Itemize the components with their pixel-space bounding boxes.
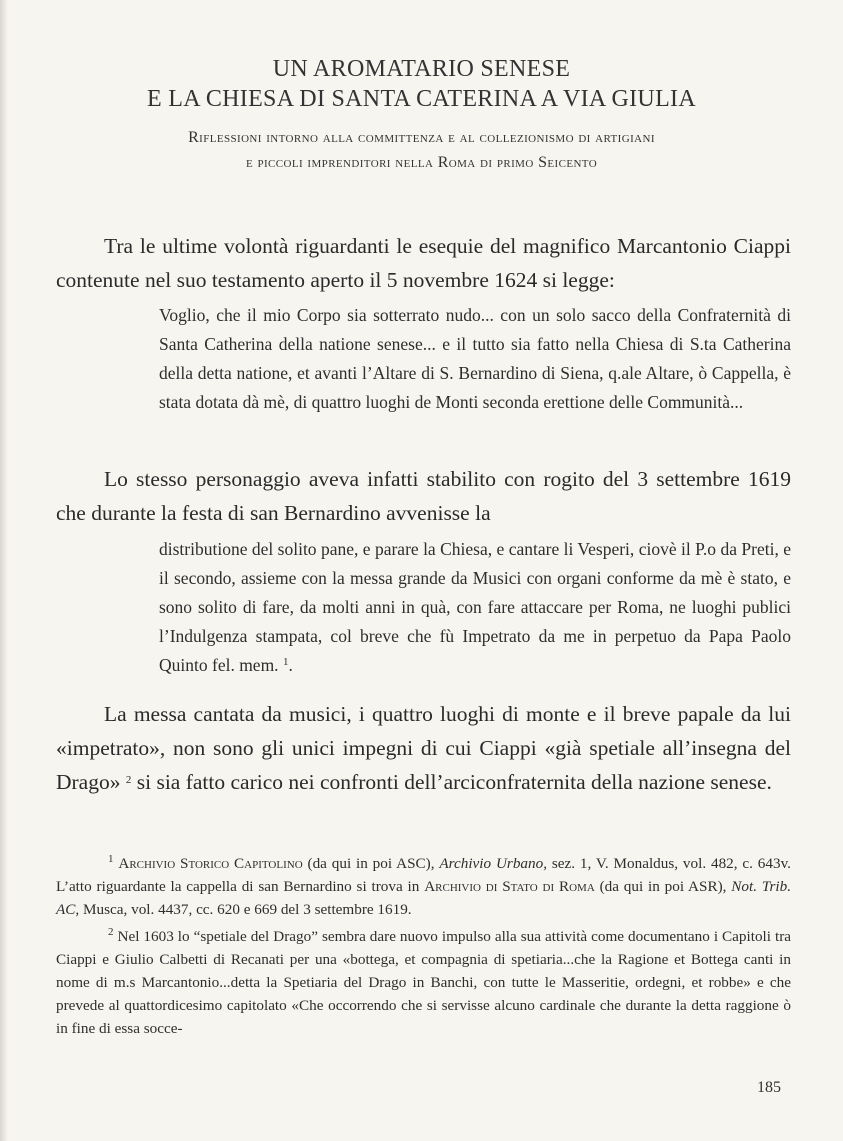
body-paragraph-2: Lo stesso personaggio aveva infatti stabilito con rogito del 3 settembre 1619 che durante la festa di san Bernardino avvenisse la [56,467,791,525]
footnote-2-text: Nel 1603 lo “spetiale del Drago” sembra dare nuovo impulso alla sua attività come documentano i Capitoli tra Ciappi e Giulio Calbetti di Recanati per una «bottega, et compagnia di spetiaria...che la Ragione et Bottega canti in nome di m.s Marcantonio...detta la Spetiaria del Drago in Banchi, con tutte le Masseritie, ordegni, et robbe» e che prevede al quattordicesimo capitolato «Che occorrendo che si servisse alcuno cardinale che durante la detta raggione ò in fine di essa socce- [56,928,791,1037]
footnote-1-text-4: , Musca, vol. 4437, cc. 620 e 669 del 3 settembre 1619. [75,901,412,918]
footnote-1-text-1: (da qui in poi ASC), [302,855,440,872]
body-paragraph-1: Tra le ultime volontà riguardanti le esequie del magnifico Marcantonio Ciappi contenute nel suo testamento aperto il 5 novembre 1624 si legge: [56,234,791,292]
footnote-ref-1[interactable]: 1 [282,656,289,668]
body-paragraph-3 [56,697,791,799]
article-subtitle-line-2: e piccoli imprenditori nella Roma di primo Seicento [245,154,598,171]
footnote-1-italic-1: Archivio Urbano [439,855,544,872]
footnote-2-number: 2 [108,926,114,938]
footnote-1-italic-2: Not. Trib. AC [56,878,791,918]
body-paragraph-3-text-b: si sia fatto carico nei confronti dell’arciconfraternita della nazione senese. [136,770,772,794]
footnote-1-text-3: (da qui in poi ASR), [594,878,732,895]
footnote-1-text-2: , sez. 1, V. Monaldus, vol. 482, c. 643v. L’atto riguardante la cappella di san Bernardino si trova in [56,855,791,895]
footnote-2 [56,925,791,1040]
article-title-line-2: E LA CHIESA DI SANTA CATERINA A VIA GIULIA [147,86,696,112]
footnote-1-archive-name-2: Archivio di Stato di Roma [424,878,595,895]
footnotes [56,852,791,1044]
footnote-ref-2[interactable]: 2 [125,774,132,786]
article-subtitle-line-1: Riflessioni intorno alla committenza e al collezionismo di artigiani [188,129,655,146]
footnote-1 [56,852,791,921]
body-paragraph-3-text-a: La messa cantata da musici, i quattro luoghi di monte e il breve papale da lui «impetrato», non sono gli unici impegni di cui Ciappi «già spetiale all’insegna del Drago» [56,702,791,794]
block-quote-1: Voglio, che il mio Corpo sia sotterrato nudo... con un solo sacco della Confraternità di Santa Catherina della natione senese... e il tutto sia fatto nella Chiesa di S.ta Catherina della detta natione, et avanti l’Altare di S. Bernardino di Siena, q.ale Altare, ò Cappella, è stata dotata dà mè, di quattro luoghi de Monti seconda erettione delle Communità... [159,305,791,412]
article-title-line-1: UN AROMATARIO SENESE [272,56,571,82]
footnote-1-archive-name: Archivio Storico Capitolino [118,855,303,872]
block-quote-2: distributione del solito pane, e parare la Chiesa, e cantare li Vesperi, ciovè il P.o da Preti, e il secondo, assieme con la messa grande da Musici con organi conforme da mè è stato, e sono solito di fare, da molti anni in quà, con fare attaccare per Roma, ne luoghi publici l’Indulgenza stampata, col breve che fù Impetrato da me in perpetuo da Papa Paolo Quinto fel. mem. $^1$. [159,539,791,675]
footnote-1-number: 1 [108,853,114,865]
page-number: 185 [757,1079,781,1096]
block-quote-2-text: distributione del solito pane, e parare la Chiesa, e cantare li Vesperi, ciovè il P.o da Preti, e il secondo, assieme con la messa grande da Musici con organi conforme da mè è stato, e sono solito di fare, da molti anni in quà, con fare attaccare per Roma, ne luoghi publici l’Indulgenza stampata, col breve che fù Impetrato da me in perpetuo da Papa Paolo Quinto fel. mem. [159,539,791,675]
